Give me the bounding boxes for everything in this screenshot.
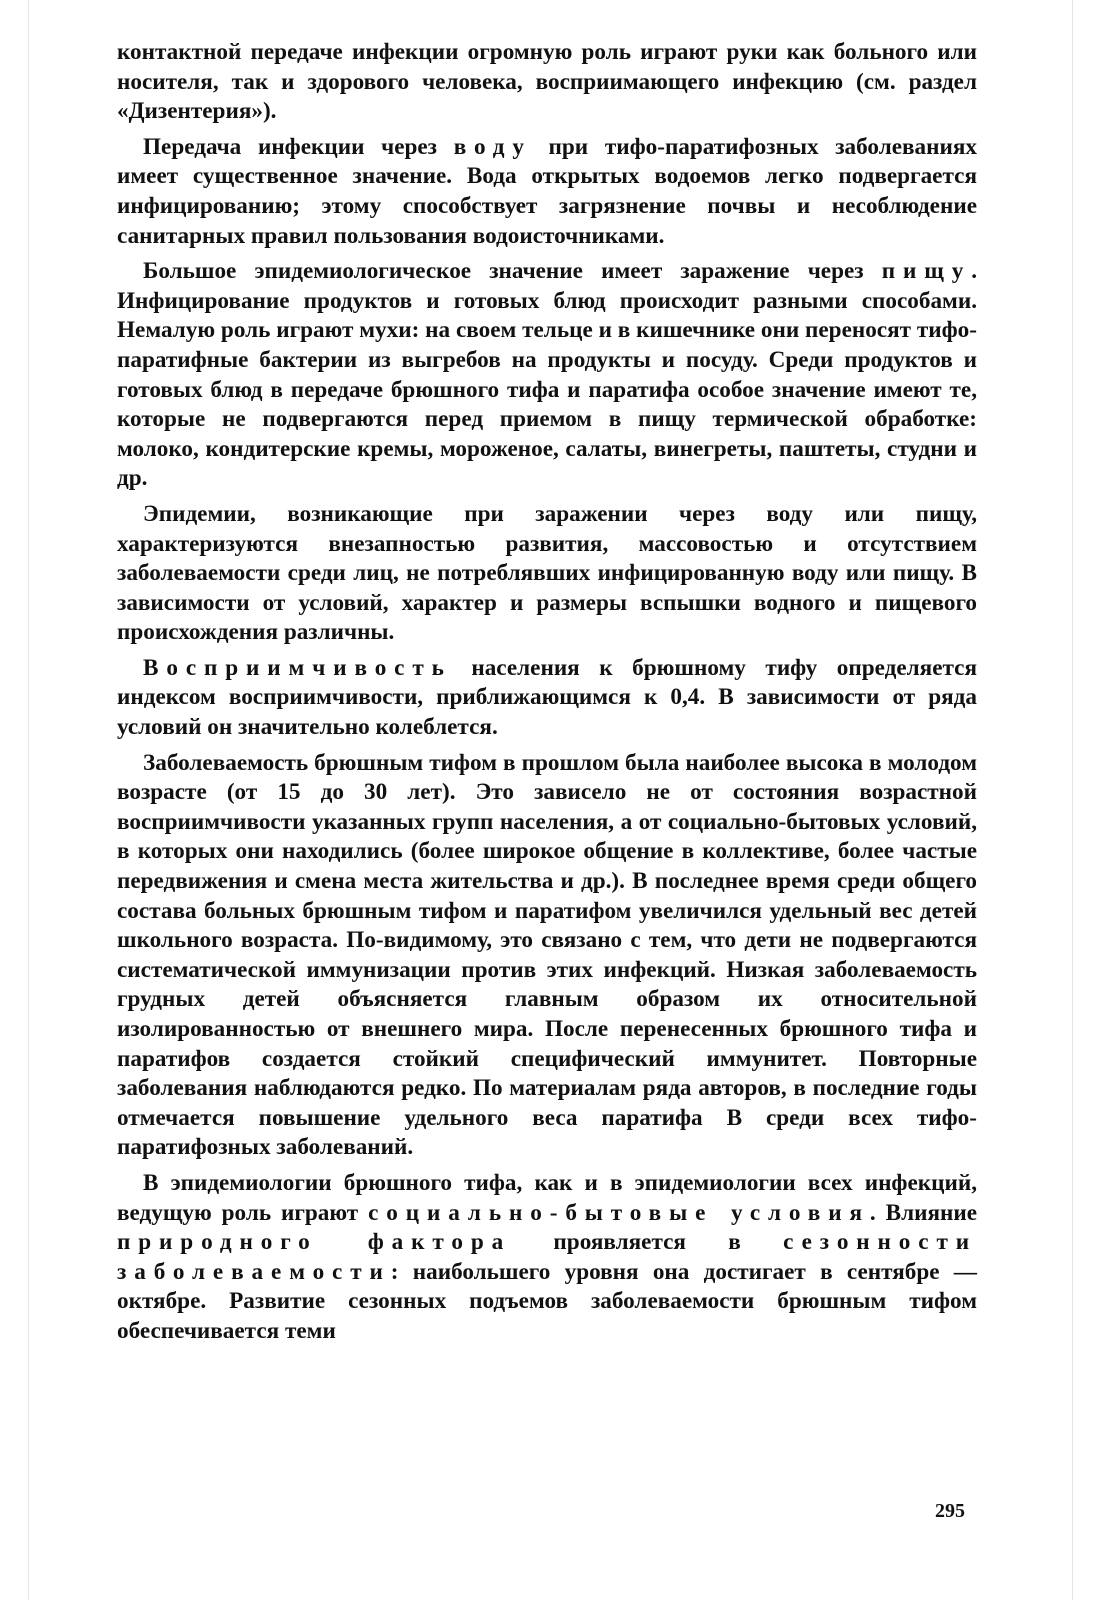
- paragraph-hand-contact: [117, 38, 977, 127]
- paragraph-text: В эпидемиологии брюшного тифа, как и в эпидемиологии всех инфекций, ведущую роль играют: [117, 1169, 977, 1226]
- paragraph-epidemics: [117, 500, 977, 648]
- paragraph-text: при тифо-паратифозных заболеваниях имеет существенное значение. Вода открытых водоемов легко подвергается инфицированию; этому способствует загрязнение почвы и несоблюдение санитарных правил пользования водоисточниками.: [117, 133, 977, 249]
- paragraph-text: населения к брюшному тифу определяется индексом восприимчивости, приближающимся к 0,4. В зависимости от ряда условий он значительно колеблется.: [117, 654, 977, 741]
- emphasis-food: пищу: [881, 258, 972, 285]
- paragraph-water-transmission: [117, 133, 977, 251]
- paragraph-text: . Инфицирование продуктов и готовых блюд происходит разными способами. Немалую роль играют мухи: на своем тельце и в кишечнике они переносят тифо-паратифные бактерии из выгребов на продукты и посуду. Среди продуктов и готовых блюд в передаче брюшного тифа и паратифа особое значение имеют те, которые не подвергаются перед приемом в пищу термической обработке: молоко, кондитерские кремы, мороженое, салаты, винегреты, паштеты, студни и др.: [117, 258, 977, 492]
- page-text: [117, 38, 977, 1353]
- paragraph-food-transmission: [117, 257, 977, 494]
- page-number: 295: [935, 1500, 965, 1522]
- paragraph-text: контактной передаче инфекции огромную роль играют руки как больного или носителя, так и здорового человека, восприимающего инфекцию (см. раздел «Дизентерия»).: [117, 39, 977, 125]
- emphasis-seasonality: сезонности заболеваемости: [117, 1229, 977, 1285]
- emphasis-natural-factor: природного фактора: [117, 1229, 512, 1256]
- emphasis-susceptibility: Восприимчивость: [143, 654, 452, 681]
- paragraph-text: . Влияние: [869, 1199, 978, 1226]
- paragraph-susceptibility: [117, 654, 977, 743]
- paragraph-text: Заболеваемость брюшным тифом в прошлом была наиболее высока в молодом возрасте (от 15 до 30 лет). Это зависело не от состояния возрастной восприимчивости указанных групп населения, а от социально-бытовых условий, в которых они находились (более широкое общение в коллективе, более частые передвижения и смена места жительства и др.). В последнее время среди общего состава больных брюшным тифом и паратифом увеличился удельный вес детей школьного возраста. По-видимому, это связано с тем, что дети не подвергаются систематической иммунизации против этих инфекций. Низкая заболеваемость грудных детей объясняется главным образом их относительной изолированностью от внешнего мира. После перенесенных брюшного тифа и паратифов создается стойкий специфический иммунитет. Повторные заболевания наблюдаются редко. По материалам ряда авторов, в последние годы отмечается повышение удельного веса паратифа В среди всех тифо-паратифозных заболеваний.: [117, 749, 977, 1161]
- paragraph-social-factors: [117, 1169, 977, 1347]
- book-page: [28, 0, 1073, 1600]
- paragraph-text: Большое эпидемиологическое значение имеет заражение через: [143, 258, 882, 285]
- paragraph-text: проявляется в: [511, 1229, 784, 1256]
- paragraph-text: Передача инфекции через: [143, 133, 454, 160]
- emphasis-social-conditions: социально-бытовые условия: [368, 1199, 870, 1226]
- paragraph-text: Эпидемии, возникающие при заражении через воду или пищу, характеризуются внезапностью развития, массовостью и отсутствием заболеваемости среди лиц, не потреблявших инфицированную воду или пищу. В зависимости от условий, характер и размеры вспышки водного и пищевого происхождения различны.: [117, 500, 977, 646]
- paragraph-morbidity: [117, 749, 977, 1163]
- paragraph-text: : наибольшего уровня она достигает в сентябре — октябре. Развитие сезонных подъемов заболеваемости брюшным тифом обеспечивается теми: [117, 1258, 977, 1344]
- emphasis-water: воду: [453, 133, 532, 160]
